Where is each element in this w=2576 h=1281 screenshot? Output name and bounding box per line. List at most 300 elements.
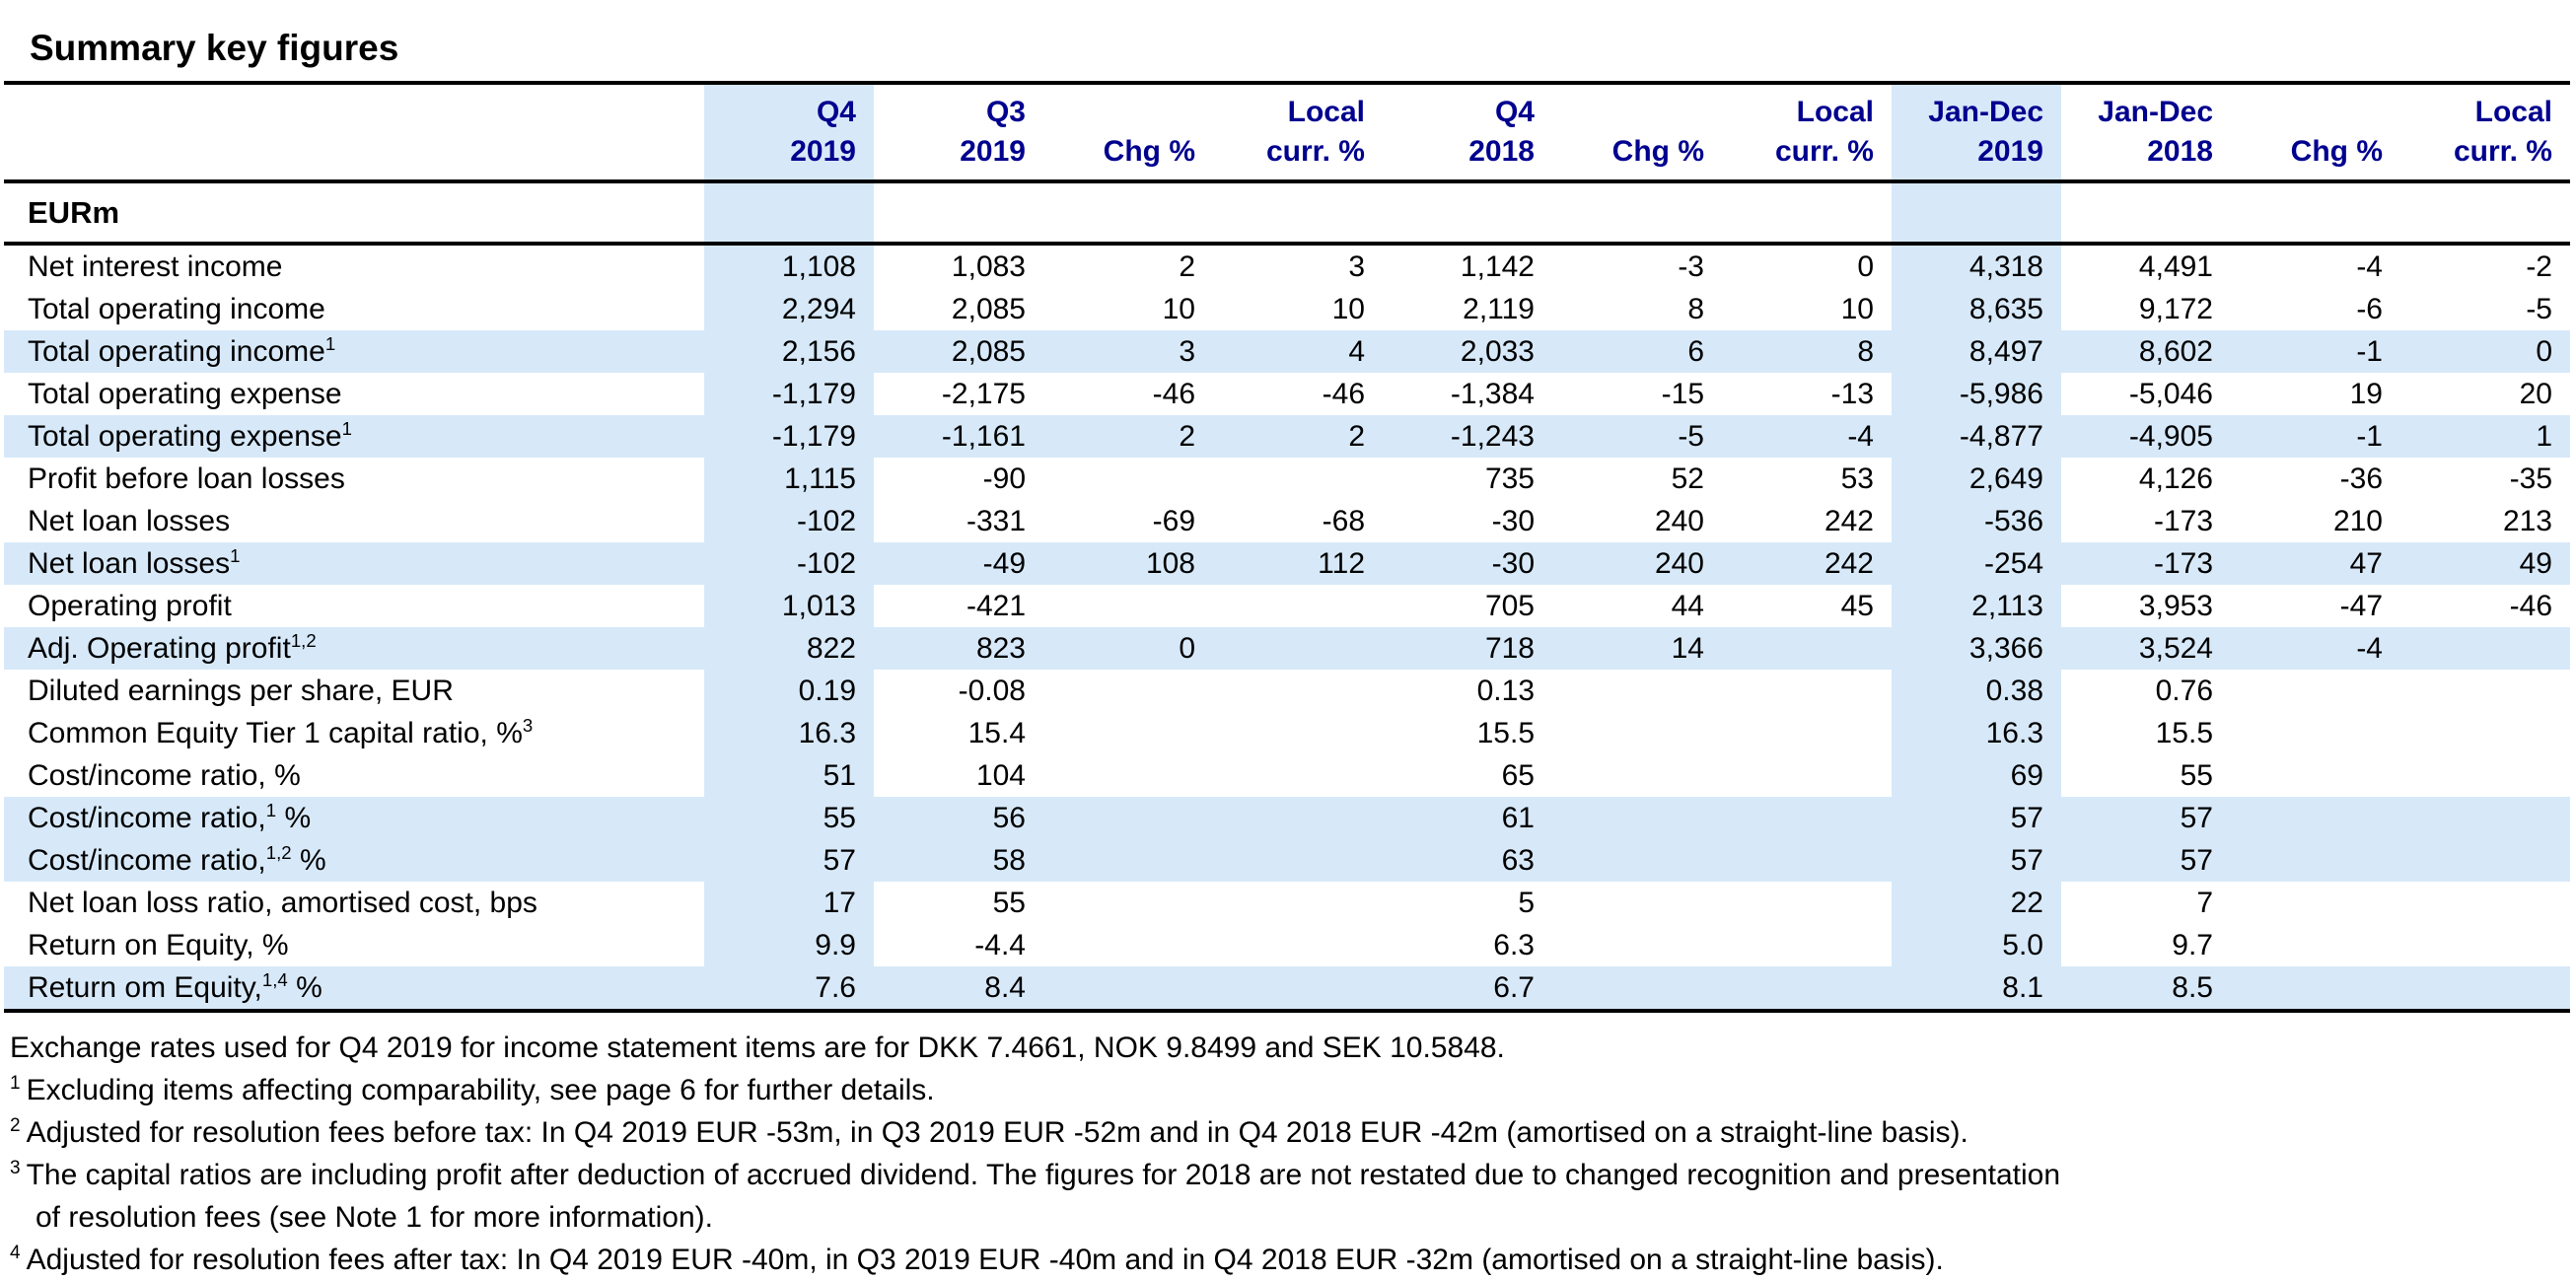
value-cell [1552,712,1722,754]
value-cell: -5 [1552,415,1722,458]
value-cell: 8,497 [1892,330,2061,373]
column-header-line1: Q4 [1494,96,1535,128]
row-label-superscript: 1 [324,332,336,354]
value-cell: 4 [1213,330,1383,373]
value-cell: 6.3 [1493,928,1535,961]
value-cell: 3,366 [1892,627,2061,670]
value-cell: 10 [1840,292,1874,325]
unit-row-spacer [1552,181,1722,244]
column-header-q4-2018 [1383,83,1552,181]
value-cell: 55 [992,886,1026,919]
value-cell: 22 [1892,882,2061,924]
table-header [4,83,2570,244]
value-cell: 57 [704,839,874,882]
value-cell [1552,754,1722,797]
value-cell: 8.1 [1892,966,2061,1011]
row-label-superscript: 1,4 [261,968,288,990]
value-cell [2231,966,2400,1011]
value-cell [1043,797,1213,839]
row-label [4,244,704,288]
value-cell: -36 [2339,462,2383,495]
value-cell: 240 [1552,542,1722,585]
unit-label: EURm [4,181,704,244]
value-cell: 19 [2349,377,2383,410]
value-cell: 242 [1722,542,1892,585]
value-cell: 705 [1484,589,1535,622]
value-cell: 3,953 [2138,589,2213,622]
value-cell [1213,670,1383,712]
value-cell: 57 [2061,839,2231,882]
value-cell: -30 [1491,504,1535,537]
value-cell: 8 [1722,330,1892,373]
footnote-text: Excluding items affecting comparability, see page 6 for further details. [26,1074,935,1106]
value-cell [1213,458,1383,500]
value-cell: -102 [704,542,874,585]
value-cell [1552,839,1722,882]
value-cell: 0.13 [1476,674,1535,707]
column-header-chg [2231,83,2400,181]
value-cell: 63 [1383,839,1552,882]
value-cell: 8 [1687,292,1704,325]
value-cell: -2,175 [941,377,1026,410]
value-cell: 16.3 [704,712,874,754]
row-label-text: Net loan losses [28,504,231,537]
value-cell: 15.4 [967,716,1026,749]
column-header-chg [1043,83,1213,181]
row-label [4,585,704,627]
value-cell [1552,670,1722,712]
row-label-text: Net loan loss ratio, amortised cost, bps [28,886,537,919]
value-cell [2231,839,2400,882]
row-label [4,288,704,330]
value-cell: -6 [2356,292,2383,325]
column-header-local-curr [1722,83,1892,181]
value-cell: 6.7 [1383,966,1552,1011]
value-cell: 55 [2180,758,2213,792]
table-row-net-loan-losses [4,542,2570,585]
value-cell: 51 [704,754,874,797]
unit-row-spacer [2400,181,2570,244]
footnote-text: Adjusted for resolution fees before tax: In Q4 2019 EUR -53m, in Q3 2019 EUR -52m and in Q4 2018 EUR -42m (amortised on a straight-line basis). [26,1116,1968,1149]
value-cell: 0.76 [2155,674,2213,707]
column-header-row [4,83,2570,181]
value-cell: 0 [2400,330,2570,373]
value-cell [2400,882,2570,924]
table-row-cost-income-ratio [4,797,2570,839]
row-label [4,373,704,415]
row-label-superscript: 3 [522,714,534,736]
column-header-line2: 2019 [960,135,1026,168]
column-header-line2: 2018 [1468,135,1535,168]
value-cell: -421 [966,589,1026,622]
table-row-return-on-equity [4,924,2570,966]
value-cell: 58 [874,839,1043,882]
value-cell [1043,458,1213,500]
value-cell [1213,839,1383,882]
footnote-text: Exchange rates used for Q4 2019 for income statement items are for DKK 7.4661, NOK 9.8499 and SEK 10.5848. [10,1032,1505,1064]
value-cell: 53 [1840,462,1874,495]
value-cell: 15.5 [2155,716,2213,749]
value-cell: 823 [874,627,1043,670]
value-cell: 6 [1552,330,1722,373]
column-header-line1: Jan-Dec [2098,96,2213,128]
value-cell: -4 [1722,415,1892,458]
table-row-total-operating-income [4,330,2570,373]
value-cell: -3 [1678,249,1704,283]
value-cell: 822 [704,627,874,670]
value-cell [1722,839,1892,882]
value-cell: 10 [1331,292,1365,325]
value-cell: -331 [966,504,1026,537]
value-cell: -47 [2339,589,2383,622]
value-cell: 8,602 [2061,330,2231,373]
footnote-1 [10,1069,2576,1111]
value-cell: -173 [2061,542,2231,585]
value-cell: 8.5 [2061,966,2231,1011]
value-cell: 55 [704,797,874,839]
value-cell [2231,924,2400,966]
footnote-marker: 2 [10,1115,21,1136]
value-cell: 52 [1671,462,1704,495]
value-cell: -46 [1152,377,1195,410]
value-cell [1043,585,1213,627]
value-cell [2231,670,2400,712]
column-header-line1: Jan-Dec [1928,96,2043,128]
value-cell [1213,754,1383,797]
value-cell: -1,179 [704,373,874,415]
column-header-line2: 2018 [2147,135,2213,168]
footnote-text: of resolution fees (see Note 1 for more information). [36,1201,713,1234]
unit-row-spacer [874,181,1043,244]
table-body [4,244,2570,1011]
value-cell: 44 [1671,589,1704,622]
value-cell: -1,161 [874,415,1043,458]
value-cell: 9.9 [704,924,874,966]
column-header-q4-2019 [704,83,874,181]
page-title: Summary key figures [30,28,399,68]
value-cell: 2,294 [704,288,874,330]
footnote [10,1196,2576,1239]
column-header-line1: Local [1796,96,1874,128]
row-label [4,415,704,458]
value-cell [2400,670,2570,712]
column-header-line1: Q4 [816,96,856,128]
table-row-net-loan-loss-ratio-amortised-cost-bps [4,882,2570,924]
value-cell: -13 [1830,377,1874,410]
value-cell: 735 [1484,462,1535,495]
value-cell: -1 [2231,330,2400,373]
value-cell: -46 [2509,589,2552,622]
table-row-return-om-equity [4,966,2570,1011]
value-cell [1722,882,1892,924]
value-cell: 1,108 [704,244,874,288]
value-cell: 16.3 [1892,712,2061,754]
row-label-superscript: 1 [341,417,352,439]
unit-row-spacer [1722,181,1892,244]
value-cell [2400,754,2570,797]
row-label-text: Total operating income [28,334,325,368]
value-cell: -1,179 [704,415,874,458]
value-cell: 57 [1892,797,2061,839]
value-cell: -4 [2231,627,2400,670]
row-label [4,712,704,754]
value-cell [1213,797,1383,839]
column-header-line1: Local [1287,96,1365,128]
value-cell [1722,754,1892,797]
value-cell: -5,986 [1892,373,2061,415]
row-label [4,924,704,966]
row-label-text: Total operating expense [28,419,342,453]
value-cell: -15 [1661,377,1704,410]
column-header-line1: Local [2474,96,2552,128]
value-cell: 69 [1892,754,2061,797]
unit-row-spacer [1892,181,2061,244]
value-cell: 2 [1179,249,1195,283]
row-label [4,754,704,797]
value-cell [2231,754,2400,797]
column-header-line2: curr. % [1265,135,1365,168]
value-cell: -173 [2153,504,2213,537]
value-cell: -46 [1322,377,1365,410]
value-cell: 0 [1857,249,1874,283]
row-label-text: Return om Equity, [28,970,262,1004]
value-cell [1043,712,1213,754]
value-cell: 2,085 [874,330,1043,373]
column-header-jan-dec-2019 [1892,83,2061,181]
row-label-text: Common Equity Tier 1 capital ratio, % [28,716,523,749]
value-cell [2400,966,2570,1011]
value-cell [1722,797,1892,839]
value-cell: -0.08 [958,674,1026,707]
summary-table [4,81,2570,1013]
value-cell [1552,882,1722,924]
unit-row-spacer [1043,181,1213,244]
value-cell [2400,712,2570,754]
value-cell: 4,318 [1892,244,2061,288]
value-cell [1552,797,1722,839]
row-label-text: Cost/income ratio, [28,843,266,877]
value-cell: 213 [2502,504,2552,537]
value-cell: 2,113 [1892,585,2061,627]
column-header-line2: Chg % [2290,135,2383,168]
column-header-local-curr [1213,83,1383,181]
row-label-text: Total operating expense [28,377,342,410]
column-header-line2: curr. % [2453,135,2552,168]
value-cell: 1,115 [704,458,874,500]
row-label-text: Diluted earnings per share, EUR [28,674,454,707]
value-cell: -4,877 [1892,415,2061,458]
row-label [4,627,704,670]
value-cell [1722,712,1892,754]
value-cell: -102 [704,500,874,542]
value-cell: 9,172 [2138,292,2213,325]
unit-row-spacer [2061,181,2231,244]
value-cell [1043,882,1213,924]
value-cell: 240 [1654,504,1704,537]
value-cell: -5 [2526,292,2552,325]
value-cell: 0.19 [704,670,874,712]
table-row-cost-income-ratio [4,839,2570,882]
column-header-line2: curr. % [1774,135,1874,168]
row-label-superscript: 1,2 [265,841,292,863]
value-cell: 57 [2061,797,2231,839]
footnote-text: The capital ratios are including profit after deduction of accrued dividend. The figures for 2018 are not restated due to changed recognition and presentation [26,1159,2061,1191]
footnote-3 [10,1154,2576,1196]
row-label [4,542,704,585]
value-cell [2231,797,2400,839]
value-cell: 210 [2332,504,2383,537]
table-row-operating-profit [4,585,2570,627]
row-label-superscript: 1 [265,799,277,820]
value-cell: 112 [1213,542,1383,585]
row-label-text: Net interest income [28,249,283,283]
row-label-text: Cost/income ratio, [28,801,266,834]
table-row-total-operating-income [4,288,2570,330]
value-cell: 3 [1043,330,1213,373]
column-header-line2: 2019 [790,135,856,168]
table-row-net-loan-losses [4,500,2570,542]
value-cell: 8,635 [1892,288,2061,330]
column-header-local-curr [2400,83,2570,181]
value-cell: 15.5 [1476,716,1535,749]
value-cell [2400,627,2570,670]
value-cell: -49 [874,542,1043,585]
table-row-diluted-earnings-per-share-eur [4,670,2570,712]
row-label [4,330,704,373]
value-cell: 49 [2400,542,2570,585]
value-cell [1552,966,1722,1011]
row-label-text: Total operating income [28,292,325,325]
value-cell: 0 [1043,627,1213,670]
value-cell [1043,839,1213,882]
row-label-text: Adj. Operating profit [28,631,291,665]
table-row-common-equity-tier-1-capital-ratio [4,712,2570,754]
footnote [10,1027,2576,1069]
value-cell [1722,627,1892,670]
value-cell: 8.4 [874,966,1043,1011]
value-cell: 2 [1043,415,1213,458]
row-label-superscript: 1,2 [290,629,317,651]
value-cell [1722,670,1892,712]
value-cell: 9.7 [2172,928,2213,961]
value-cell: -254 [1892,542,2061,585]
table-row-cost-income-ratio [4,754,2570,797]
corner-cell [4,83,704,181]
row-label-text: Profit before loan losses [28,462,345,495]
value-cell: -30 [1383,542,1552,585]
row-label [4,458,704,500]
unit-row-spacer [704,181,874,244]
value-cell [1043,966,1213,1011]
value-cell: 2 [1213,415,1383,458]
value-cell: -4 [2356,249,2383,283]
value-cell [1043,754,1213,797]
value-cell [1213,882,1383,924]
value-cell: 104 [975,758,1026,792]
value-cell: 5 [1518,886,1535,919]
value-cell [1722,966,1892,1011]
row-label-superscript: 1 [230,544,241,566]
row-label-suffix: % [291,843,326,877]
value-cell [1722,924,1892,966]
value-cell [1213,712,1383,754]
table-row-total-operating-expense [4,415,2570,458]
column-header-jan-dec-2018 [2061,83,2231,181]
unit-row-spacer [2231,181,2400,244]
value-cell [1213,627,1383,670]
value-cell: -69 [1152,504,1195,537]
footnote-marker: 3 [10,1158,21,1178]
value-cell: 3,524 [2061,627,2231,670]
value-cell: 57 [1892,839,2061,882]
table-row-total-operating-expense [4,373,2570,415]
footnote-4 [10,1239,2576,1281]
value-cell: 1,013 [704,585,874,627]
value-cell: 56 [874,797,1043,839]
footnote-marker: 4 [10,1243,21,1263]
value-cell: -4,905 [2061,415,2231,458]
row-label [4,797,704,839]
row-label-text: Net loan losses [28,546,231,580]
column-header-line2: 2019 [1977,135,2043,168]
value-cell [1552,924,1722,966]
value-cell: 10 [1162,292,1195,325]
value-cell: 1,142 [1460,249,1535,283]
value-cell [1213,966,1383,1011]
row-label-suffix: % [287,970,322,1004]
value-cell: -35 [2509,462,2552,495]
value-cell: -1,384 [1450,377,1535,410]
value-cell [1043,924,1213,966]
value-cell: -1,243 [1383,415,1552,458]
row-label [4,500,704,542]
footnotes [10,1027,2576,1281]
unit-row-spacer [1383,181,1552,244]
table-row-net-interest-income [4,244,2570,288]
row-label-text: Cost/income ratio, % [28,758,301,792]
table-row-adj-operating-profit [4,627,2570,670]
value-cell: 2,085 [951,292,1026,325]
value-cell: 14 [1552,627,1722,670]
footnote-2 [10,1111,2576,1154]
value-cell: 242 [1824,504,1874,537]
value-cell: 20 [2519,377,2552,410]
value-cell: 45 [1840,589,1874,622]
table-row-profit-before-loan-losses [4,458,2570,500]
value-cell [2231,712,2400,754]
column-header-line2: Chg % [1611,135,1704,168]
column-header-line2: Chg % [1103,135,1195,168]
value-cell: 2,033 [1383,330,1552,373]
value-cell: -5,046 [2128,377,2213,410]
value-cell: 65 [1501,758,1535,792]
value-cell: 2,119 [1463,292,1535,325]
value-cell: 1 [2400,415,2570,458]
value-cell: -4.4 [974,928,1026,961]
value-cell [2231,882,2400,924]
value-cell [2400,924,2570,966]
value-cell: 17 [704,882,874,924]
value-cell: 4,491 [2138,249,2213,283]
value-cell: -1 [2231,415,2400,458]
row-label [4,966,704,1011]
value-cell: 2,156 [704,330,874,373]
value-cell: 1,083 [951,249,1026,283]
value-cell [2400,797,2570,839]
value-cell [1213,585,1383,627]
row-label-suffix: % [276,801,312,834]
value-cell: 4,126 [2138,462,2213,495]
